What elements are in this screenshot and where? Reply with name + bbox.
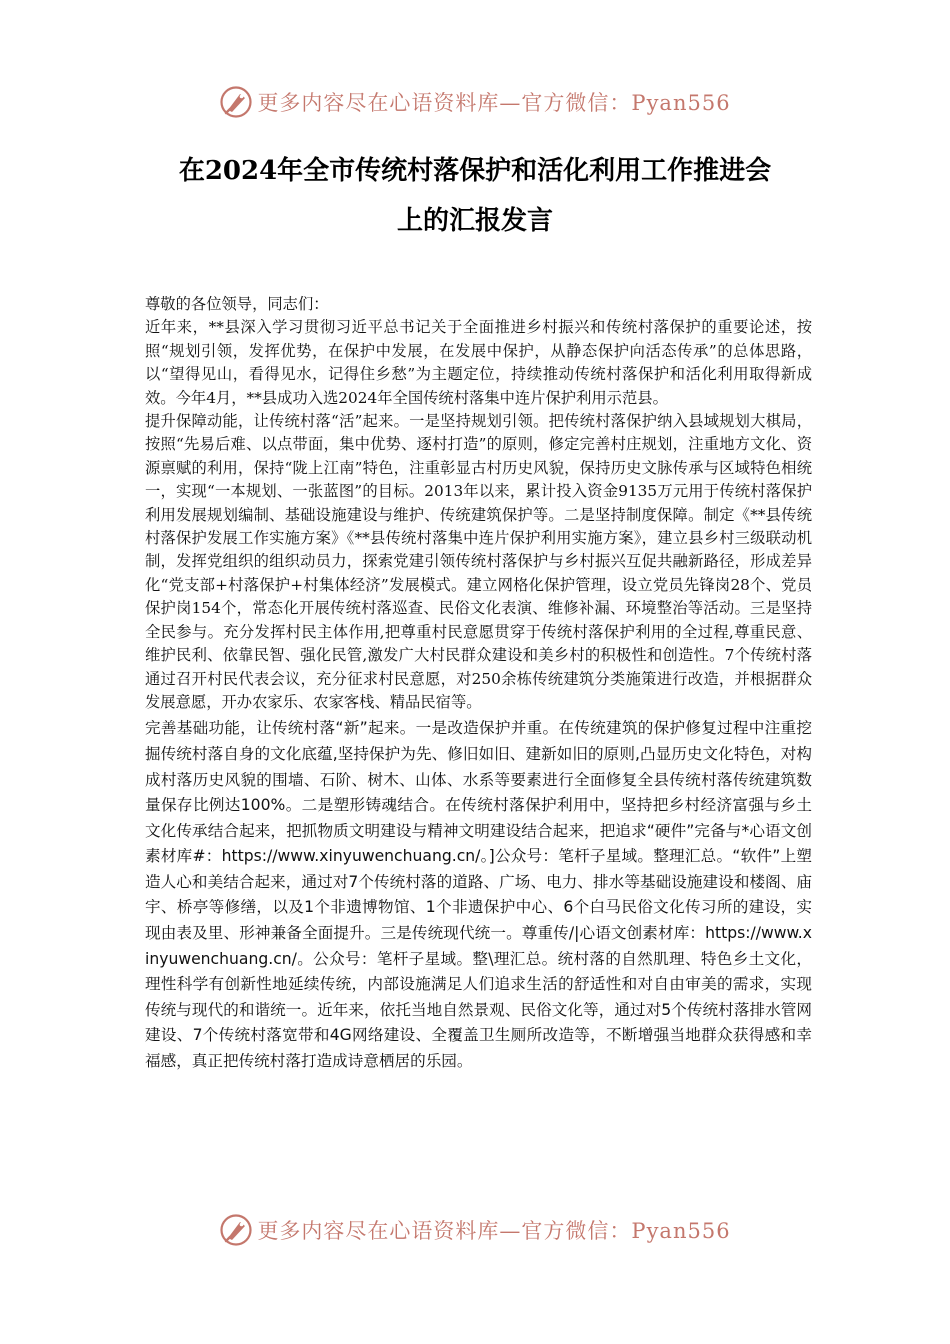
footer-watermark-banner [0,1208,950,1252]
watermark-text: 更多内容尽在心语资料库—官方微信：Pyan556 [257,1219,731,1243]
paragraph-guarantee: 提升保障动能，让传统村落“活”起来。一是坚持规划引领。把传统村落保护纳入县域规划大棋局，按照“先易后难、以点带面，集中优势、逐村打造”的原则，修定完善村庄规划，注重地方文化、资源禀赋的利用，保持“陇上江南”特色，注重彰显古村历史风貌，保持历史文脉传承与区域特色相统一，实现“一本规划、一张蓝图”的目标。2013年以来，累计投入资金9135万元用于传统村落保护利用发展规划编制、基础设施建设与维护、传统建筑保护等。二是坚持制度保障。制定《**县传统村落保护发展工作实施方案》《**县传统村落集中连片保护利用实施方案》，建立县乡村三级联动机制，发挥党组织的组织动员力，探索党建引领传统村落保护与乡村振兴互促共融新路径，形成差异化“党支部+村落保护+村集体经济”发展模式。建立网格化保护管理，设立党员先锋岗28个、党员保护岗154个，常态化开展传统村落巡查、民俗文化表演、维修补漏、环境整治等活动。三是坚持全民参与。充分发挥村民主体作用,把尊重村民意愿贯穿于传统村落保护利用的全过程,尊重民意、维护民利、依靠民智、强化民管,激发广大村民群众建设和美乡村的积极性和创造性。7个传统村落通过召开村民代表会议，充分征求村民意愿，对250余栋传统建筑分类施策进行改造，并根据群众发展意愿，开办农家乐、农家客栈、精品民宿等。 [145,412,812,711]
paragraph-infrastructure: 完善基础功能，让传统村落“新”起来。一是改造保护并重。在传统建筑的保护修复过程中注重挖掘传统村落自身的文化底蕴,坚持保护为先、修旧如旧、建新如旧的原则,凸显历史文化特色，对构成村落历史风貌的围墙、石阶、树木、山体、水系等要素进行全面修复全县传统村落传统建筑数量保存比例达100%。二是塑形铸魂结合。在传统村落保护利用中，坚持把乡村经济富强与乡土文化传承结合起来，把抓物质文明建设与精神文明建设结合起来，把追求“硬件”完备与*心语文创素材库#：https://www.xinyuwenchuang.cn/。]公众号：笔杆子星域。整理汇总。“软件”上塑造人心和美结合起来，通过对7个传统村落的道路、广场、电力、排水等基础设施建设和楼阁、庙宇、桥亭等修缮，以及1个非遗博物馆、1个非遗保护中心、6个白马民俗文化传习所的建设，实现由表及里、形神兼备全面提升。三是传统现代统一。尊重传/|心语文创素材库：https://www.xinyuwenchuang.cn/。公众号：笔杆子星域。整\理汇总。统村落的自然肌理、特色乡土文化，理性科学有创新性地延续传统，内部设施满足人们追求生活的舒适性和对自由审美的需求，实现传统与现代的和谐统一。近年来，依托当地自然景观、民俗文化等，通过对5个传统村落排水管网建设、7个传统村落宽带和4G网络建设、全覆盖卫生厕所改造等，不断增强当地群众获得感和幸福感，真正把传统村落打造成诗意栖居的乐园。 [145,719,812,1071]
watermark-text: 更多内容尽在心语资料库—官方微信：Pyan556 [257,91,731,115]
title-line-2: 上的汇报发言 [396,206,553,236]
pen-nib-logo-icon [219,1213,253,1247]
title-line-1: 在2024年全市传统村落保护和活化利用工作推进会 [178,156,772,186]
document-title [120,146,830,246]
salutation: 尊敬的各位领导，同志们： [145,295,329,313]
pen-nib-logo-icon [219,85,253,119]
document-body [145,293,812,1075]
header-watermark-banner [0,80,950,124]
paragraph-intro: 近年来，**县深入学习贯彻习近平总书记关于全面推进乡村振兴和传统村落保护的重要论述，按照“规划引领，发挥优势，在保护中发展，在发展中保护，从静态保护向活态传承”的总体思路，以“望得见山，看得见水，记得住乡愁”为主题定位，持续推动传统村落保护和活化利用取得新成效。今年4月，**县成功入选2024年全国传统村落集中连片保护利用示范县。 [145,318,812,407]
